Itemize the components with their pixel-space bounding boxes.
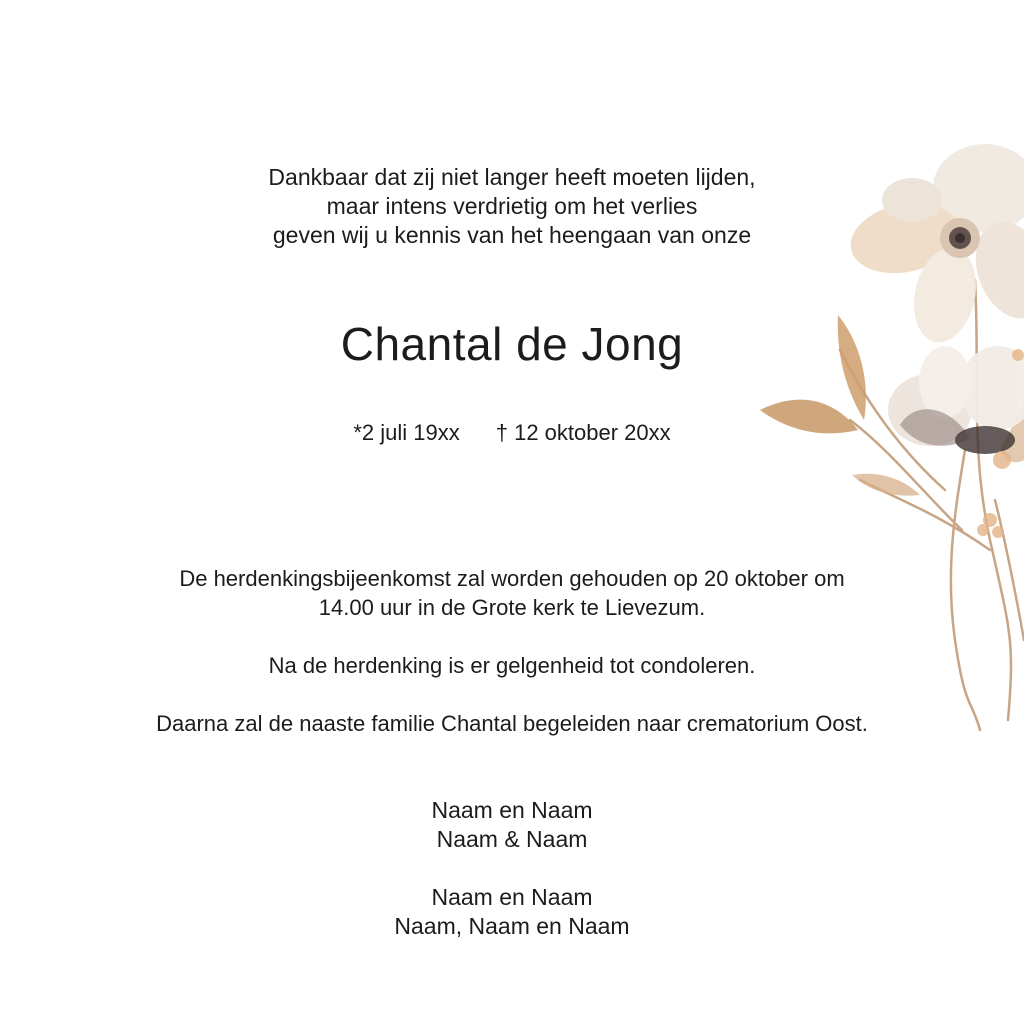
cremation-text: Daarna zal de naaste familie Chantal begeleiden naar crematorium Oost.	[156, 711, 868, 736]
signature-line: Naam, Naam en Naam	[394, 913, 630, 939]
ceremony-line: 14.00 uur in de Grote kerk te Lievezum.	[318, 595, 706, 620]
signature-line: Naam & Naam	[436, 826, 588, 852]
signatures	[0, 796, 1024, 941]
deceased-name: Chantal de Jong	[340, 318, 684, 370]
intro-line: maar intens verdrietig om het verlies	[326, 193, 698, 219]
intro-line: Dankbaar dat zij niet langer heeft moeten lijden,	[268, 164, 756, 190]
ceremony-line: De herdenkingsbijeenkomst zal worden gehouden op 20 oktober om	[179, 566, 845, 591]
intro-line: geven wij u kennis van het heengaan van onze	[272, 222, 752, 248]
death-date: † 12 oktober 20xx	[495, 420, 671, 445]
condolence-text: Na de herdenking is er gelgenheid tot condoleren.	[268, 653, 756, 678]
signature-line: Naam en Naam	[431, 797, 593, 823]
birth-date: *2 juli 19xx	[353, 420, 460, 445]
signature-line: Naam en Naam	[431, 884, 593, 910]
flower-illustration	[740, 120, 1024, 740]
